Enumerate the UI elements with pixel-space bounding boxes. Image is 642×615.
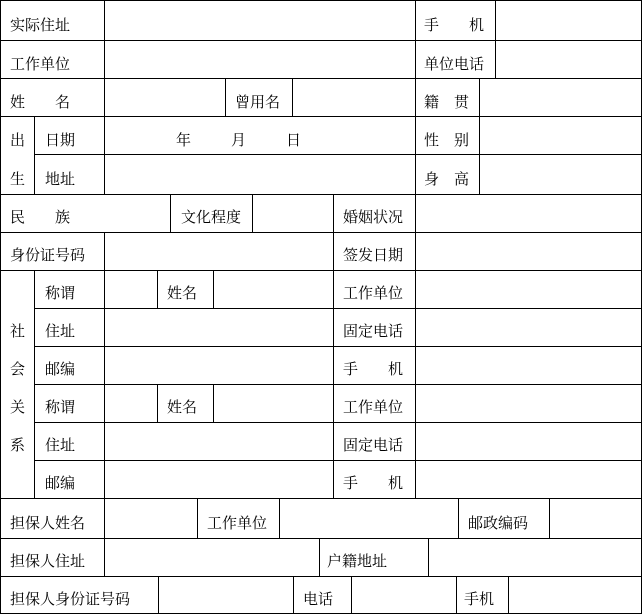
- rule: [34, 116, 35, 194]
- social-title-char: 会: [10, 360, 26, 378]
- guarantor-mobile-label: 手机: [464, 590, 495, 608]
- address-field[interactable]: [105, 1, 414, 40]
- guarantor-name-label: 担保人姓名: [10, 514, 86, 532]
- rule: [333, 194, 334, 498]
- guarantor-postcode-field[interactable]: [550, 499, 641, 538]
- rule: [157, 384, 158, 422]
- rule: [458, 498, 459, 538]
- rule: [213, 384, 214, 422]
- rule: [225, 78, 226, 116]
- mobile-field[interactable]: [496, 1, 641, 40]
- birth-place-label: 地址: [45, 170, 76, 188]
- issue-date-label: 签发日期: [343, 246, 404, 264]
- relation-label: 称谓: [45, 398, 76, 416]
- relation-label: 称谓: [45, 284, 76, 302]
- gender-label: 性 别: [424, 131, 470, 149]
- relative-name-label: 姓名: [167, 398, 198, 416]
- month-label: 月: [231, 131, 247, 149]
- address-label: 实际住址: [10, 16, 71, 34]
- guarantor-phone-label: 电话: [303, 590, 334, 608]
- rule: [415, 0, 416, 194]
- work-phone-field[interactable]: [496, 41, 641, 78]
- gender-field[interactable]: [480, 117, 641, 154]
- ethnicity-label: 民 族: [10, 208, 71, 226]
- registered-address-label: 户籍地址: [327, 552, 388, 570]
- guarantor-employer-label: 工作单位: [207, 514, 268, 532]
- employer-label: 工作单位: [10, 55, 71, 73]
- year-label: 年: [176, 131, 192, 149]
- education-label: 文化程度: [181, 208, 242, 226]
- guarantor-id-label: 担保人身份证号码: [10, 590, 131, 608]
- relative-name-label: 姓名: [167, 284, 198, 302]
- guarantor-postcode-label: 邮政编码: [468, 514, 529, 532]
- ethnicity-field[interactable]: [105, 195, 170, 232]
- birth-date-field[interactable]: [105, 117, 414, 154]
- rule: [170, 194, 171, 232]
- height-label: 身 高: [424, 170, 470, 188]
- rule: [34, 384, 642, 385]
- guarantor-id-field[interactable]: [159, 577, 293, 613]
- guarantor-employer-field[interactable]: [280, 499, 458, 538]
- social-title-char: 系: [10, 436, 26, 454]
- rule-left: [0, 0, 1, 614]
- relative-landline-label: 固定电话: [343, 322, 404, 340]
- relative-landline-label: 固定电话: [343, 436, 404, 454]
- rule: [456, 576, 457, 614]
- rule: [34, 308, 642, 309]
- rule: [213, 270, 214, 308]
- employer-field[interactable]: [105, 41, 414, 78]
- relative-postcode-label: 邮编: [45, 474, 76, 492]
- rule: [197, 498, 198, 538]
- education-field[interactable]: [253, 195, 333, 232]
- rule: [34, 346, 642, 347]
- name-label: 姓 名: [10, 93, 71, 111]
- rule: [34, 422, 642, 423]
- marital-field[interactable]: [416, 195, 641, 232]
- former-name-label: 曾用名: [235, 93, 281, 111]
- relative-address-label: 住址: [45, 436, 76, 454]
- registered-address-field[interactable]: [429, 539, 641, 576]
- rule-bottom: [0, 613, 642, 614]
- id-number-field[interactable]: [105, 233, 333, 270]
- former-name-field[interactable]: [293, 79, 414, 116]
- mobile-label: 手 机: [424, 16, 485, 34]
- guarantor-address-label: 担保人住址: [10, 552, 86, 570]
- day-label: 日: [286, 131, 302, 149]
- rule: [34, 270, 35, 498]
- date-label: 日期: [45, 131, 76, 149]
- rule: [157, 270, 158, 308]
- relative-mobile-label: 手 机: [343, 360, 404, 378]
- relative-postcode-label: 邮编: [45, 360, 76, 378]
- guarantor-mobile-field[interactable]: [509, 577, 641, 613]
- name-field[interactable]: [105, 79, 224, 116]
- relative-employer-label: 工作单位: [343, 398, 404, 416]
- rule: [34, 460, 642, 461]
- rule: [293, 576, 294, 614]
- social-title-char: 社: [10, 322, 26, 340]
- rule: [319, 538, 320, 576]
- issue-date-field[interactable]: [416, 233, 641, 270]
- birth-label-bottom: 生: [10, 170, 26, 188]
- relative-address-label: 住址: [45, 322, 76, 340]
- marital-label: 婚姻状况: [343, 208, 404, 226]
- height-field[interactable]: [480, 155, 641, 194]
- guarantor-name-field[interactable]: [105, 499, 197, 538]
- rule: [0, 270, 642, 271]
- birth-place-field[interactable]: [105, 155, 414, 194]
- relative-employer-label: 工作单位: [343, 284, 404, 302]
- social-title-char: 关: [10, 398, 26, 416]
- guarantor-address-field[interactable]: [105, 539, 319, 576]
- id-number-label: 身份证号码: [10, 246, 86, 264]
- native-place-label: 籍 贯: [424, 93, 470, 111]
- guarantor-phone-field[interactable]: [352, 577, 456, 613]
- work-phone-label: 单位电话: [424, 55, 485, 73]
- rule: [104, 270, 105, 498]
- relative-mobile-label: 手 机: [343, 474, 404, 492]
- native-place-field[interactable]: [480, 79, 641, 116]
- birth-label-top: 出: [10, 131, 26, 149]
